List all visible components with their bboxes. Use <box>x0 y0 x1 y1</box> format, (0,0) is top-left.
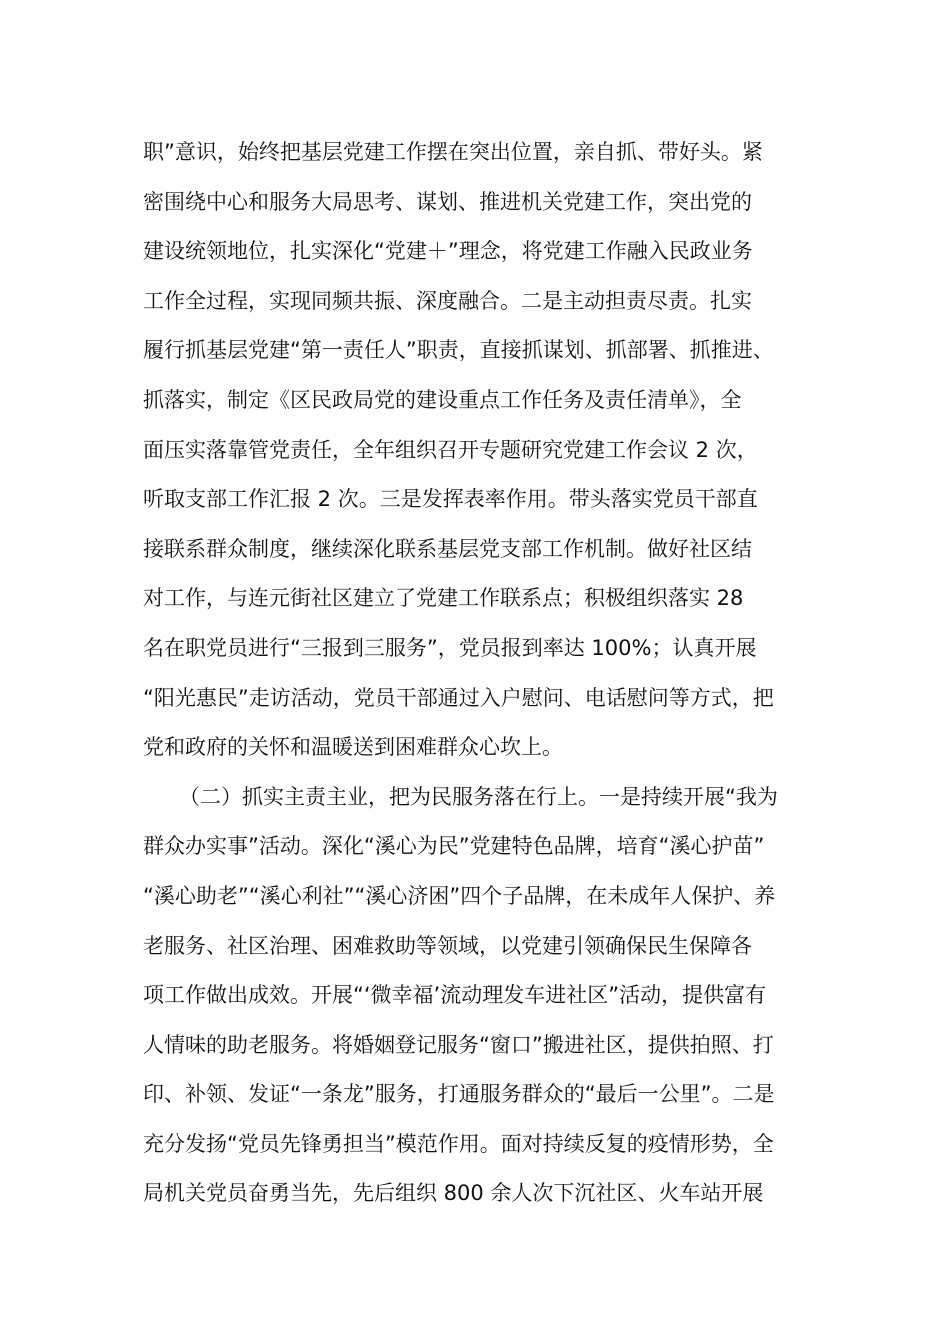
text-line: 党和政府的关怀和温暖送到困难群众心坎上。 <box>143 735 563 760</box>
text-line: 人情味的助老服务。将婚姻登记服务“窗口”搬进社区，提供拍照、打 <box>143 1032 774 1057</box>
text-line: 抓落实，制定《区民政局党的建设重点工作任务及责任清单》，全 <box>143 387 742 412</box>
text-line: “溪心助老”“溪心利社”“溪心济困”四个子品牌，在未成年人保护、养 <box>143 883 776 908</box>
text-line: 接联系群众制度，继续深化联系基层党支部工作机制。做好社区结 <box>143 536 752 561</box>
text-line: 工作全过程，实现同频共振、深度融合。二是主动担责尽责。扎实 <box>143 288 752 313</box>
text-line: 印、补领、发证“一条龙”服务，打通服务群众的“最后一公里”。二是 <box>143 1082 775 1107</box>
text-line: 面压实落靠管党责任，全年组织召开专题研究党建工作会议 2 次， <box>143 437 758 462</box>
text-line: 老服务、社区治理、困难救助等领域，以党建引领确保民生保障各 <box>143 933 752 958</box>
text-line: 局机关党员奋勇当先，先后组织 800 余人次下沉社区、火车站开展 <box>143 1181 764 1206</box>
text-line: 对工作，与连元街社区建立了党建工作联系点；积极组织落实 28 <box>143 586 744 611</box>
text-line: 履行抓基层党建“第一责任人”职责，直接抓谋划、抓部署、抓推进、 <box>143 338 774 363</box>
text-line: 名在职党员进行“三报到三服务”，党员报到率达 100%；认真开展 <box>143 635 757 660</box>
text-line: 群众办实事”活动。深化“溪心为民”党建特色品牌，培育“溪心护苗” <box>143 834 765 859</box>
section-heading-line: （二）抓实主责主业，把为民服务落在行上。一是持续开展“我为 <box>179 784 778 809</box>
text-line: “阳光惠民”走访活动，党员干部通过入户慰问、电话慰问等方式，把 <box>143 685 774 710</box>
text-line: 充分发扬“党员先锋勇担当”模范作用。面对持续反复的疫情形势，全 <box>143 1131 774 1156</box>
text-line: 密围绕中心和服务大局思考、谋划、推进机关党建工作，突出党的 <box>143 189 752 214</box>
text-line: 项工作做出成效。开展“‘微幸福’流动理发车进社区”活动，提供富有 <box>143 983 767 1008</box>
text-line: 职”意识，始终把基层党建工作摆在突出位置，亲自抓、带好头。紧 <box>143 140 763 164</box>
text-line: 听取支部工作汇报 2 次。三是发挥表率作用。带头落实党员干部直 <box>143 487 758 512</box>
text-line: 建设统领地位，扎实深化“党建＋”理念，将党建工作融入民政业务 <box>143 239 753 264</box>
body-text <box>143 128 823 1219</box>
